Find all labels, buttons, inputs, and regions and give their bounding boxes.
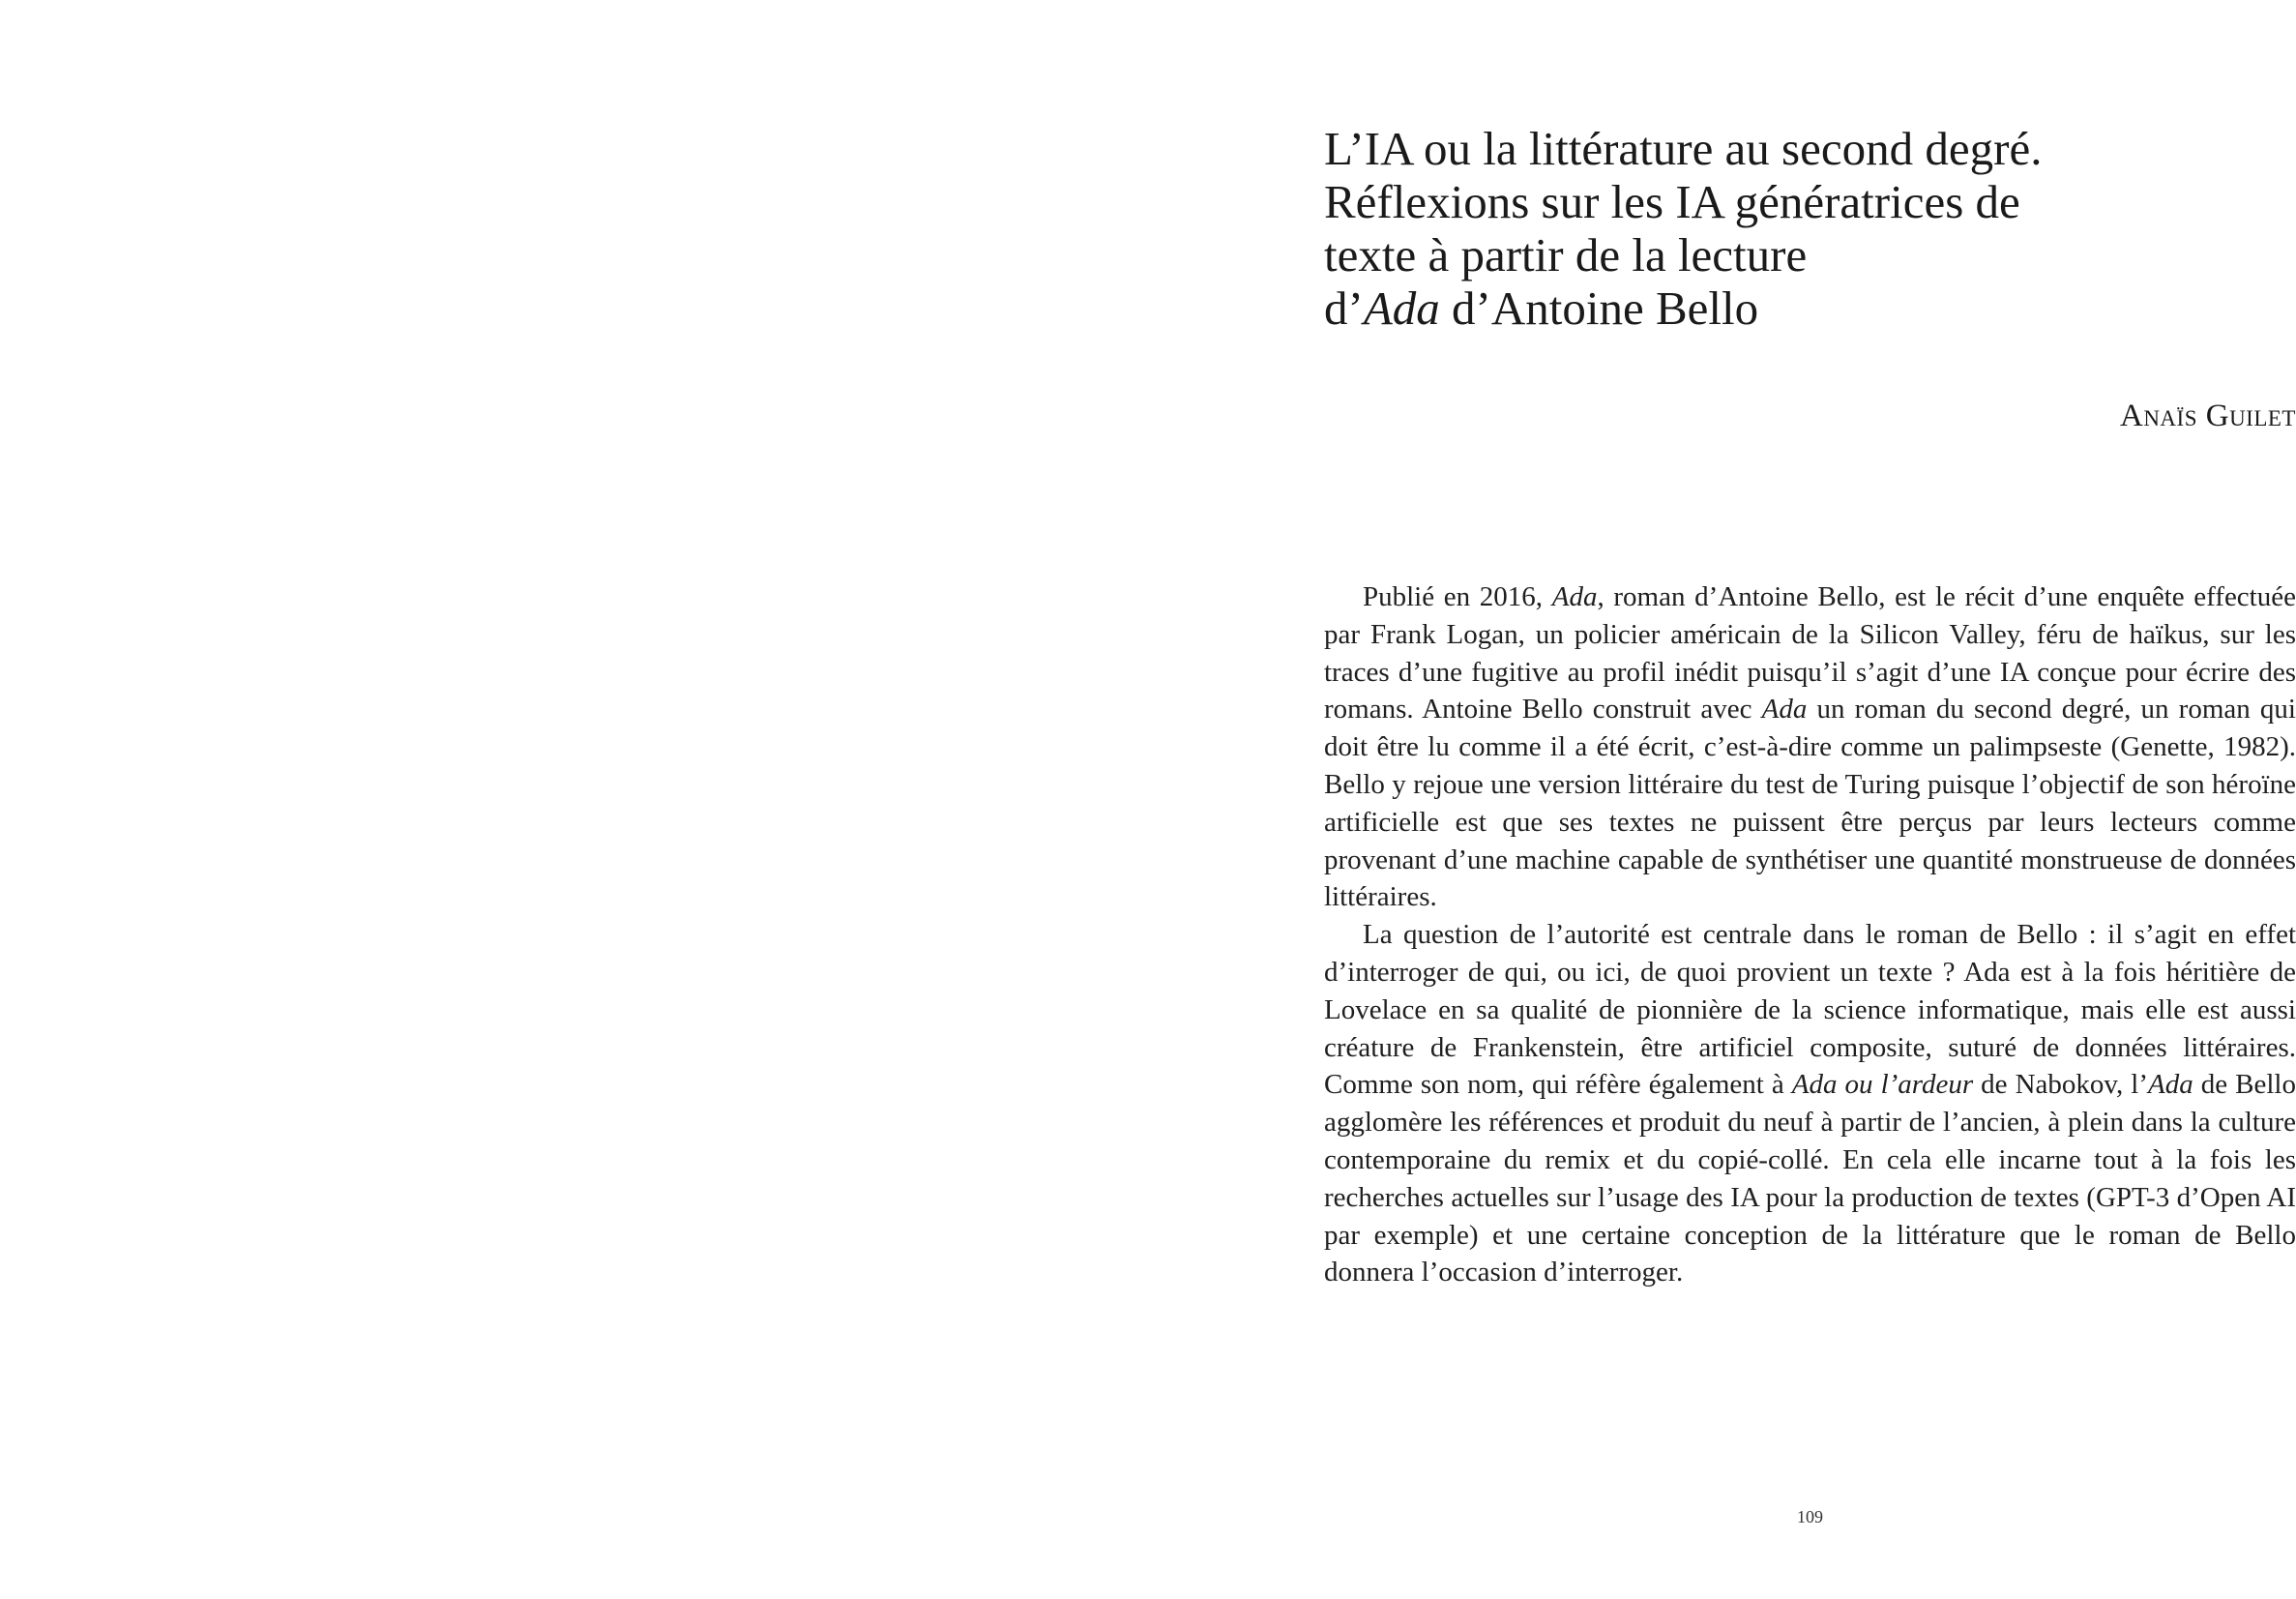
- author-name: Anaïs Guilet: [2119, 399, 2296, 433]
- title-line-4-suffix: d’Antoine Bello: [1439, 281, 1759, 335]
- article-body: [1324, 578, 2296, 1291]
- right-page: [1142, 0, 2296, 1599]
- p1-italic-1: Ada: [1551, 581, 1598, 612]
- title-line-2: Réflexions sur les IA génératrices de: [1324, 175, 2020, 228]
- p2-text-3: de Bello agglomère les références et produit du neuf à partir de l’ancien, à plein dans la culture contemporaine du remix et du copié-collé. En cela elle incarne tout à la fois les recherches actuelles sur l’usage des IA pour la production de textes (GPT-3 d’Open AI par exemple) et une certaine conception de la littérature que le roman de Bello donnera l’occasion d’interroger.: [1324, 1069, 2296, 1288]
- page-number: 109: [1797, 1507, 1823, 1526]
- p2-text-2: de Nabokov, l’: [1973, 1069, 2149, 1101]
- title-line-4: [1324, 281, 2136, 335]
- p1-italic-2: Ada: [1761, 694, 1808, 725]
- left-page-blank: [0, 0, 1142, 1599]
- paragraph-2: [1324, 916, 2296, 1291]
- article-title: [1324, 122, 2136, 335]
- title-book-name: Ada: [1363, 281, 1440, 335]
- p2-text-1: La question de l’autorité est centrale dans le roman de Bello : il s’agit en effet d’interroger de qui, ou ici, de quoi provient un texte ? Ada est à la fois héritière de Lovelace en sa qualité de pionnière de la science informatique, mais elle est aussi créature de Frankenstein, être artificiel composite, suturé de données littéraires. Comme son nom, qui réfère également à: [1324, 919, 2296, 1101]
- title-line-4-prefix: d’: [1324, 281, 1364, 335]
- paragraph-1: [1324, 578, 2296, 916]
- p1-text-1: Publié en 2016,: [1363, 581, 1552, 612]
- title-line-3: texte à partir de la lecture: [1324, 228, 1808, 281]
- title-line-1: L’IA ou la littérature au second degré.: [1324, 122, 2043, 175]
- p2-italic-2: Ada: [2148, 1069, 2193, 1101]
- p1-text-3: un roman du second degré, un roman qui doit être lu comme il a été écrit, c’est-à-dire comme un palimpseste (Genette, 1982). Bello y rejoue une version littéraire du test de Turing puisque l’objectif de son héroïne artificielle est que ses textes ne puissent être perçus par leurs lecteurs comme provenant d’une machine capable de synthétiser une quantité monstrueuse de données littéraires.: [1324, 694, 2296, 913]
- p1-text-2: , roman d’Antoine Bello, est le récit d’une enquête effectuée par Frank Logan, un policier américain de la Silicon Valley, féru de haïkus, sur les traces d’une fugitive au profil inédit puisqu’il s’agit d’une IA conçue pour écrire des romans. Antoine Bello construit avec: [1324, 581, 2296, 725]
- p2-italic-1: Ada ou l’ardeur: [1791, 1069, 1974, 1101]
